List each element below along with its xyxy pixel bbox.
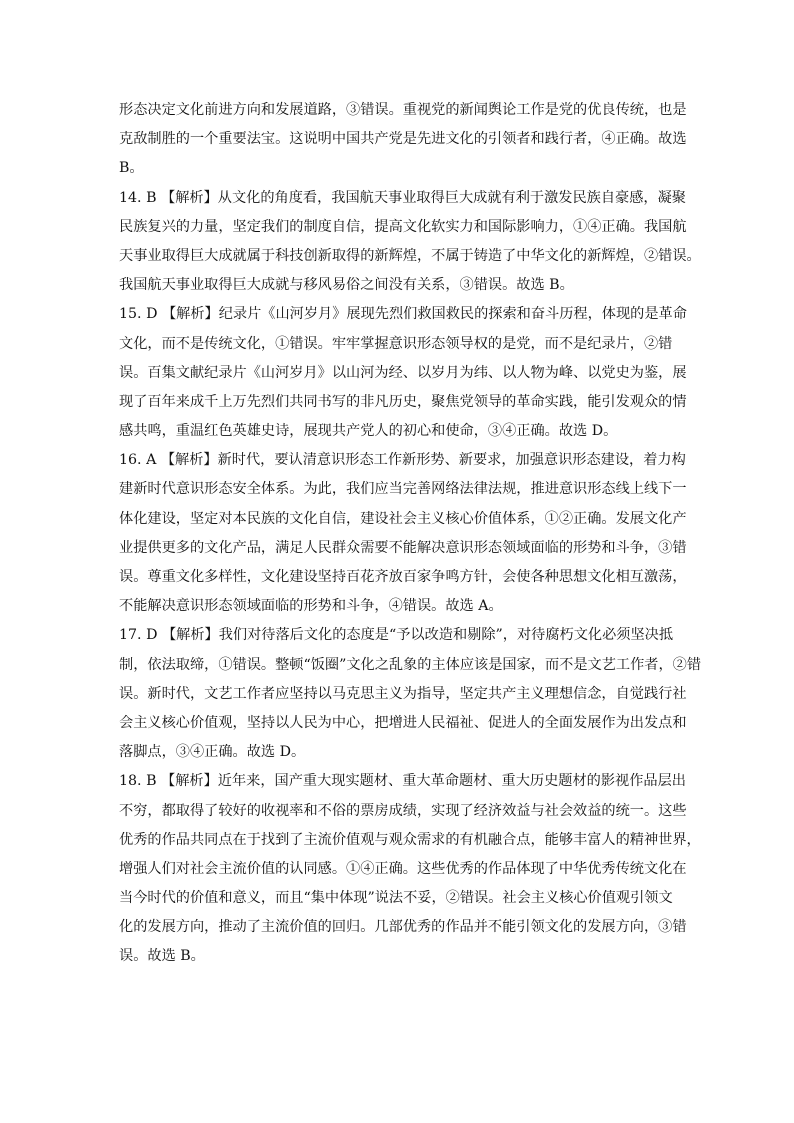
text-line: 体化建设，坚定对本民族的文化自信，建设社会主义核心价值体系，①②正确。发展文化产 [119,510,687,527]
text-line: 优秀的作品共同点在于找到了主流价值观与观众需求的有机融合点，能够丰富人的精神世界， [119,831,701,848]
text-line: 当今时代的价值和意义，而且“集中体现”说法不妥，②错误。社会主义核心价值观引领文 [119,890,673,907]
question-16-line: 16. A 【解析】新时代，要认清意识形态工作新形势、新要求，加强意识形态建设，着力构 [119,452,686,469]
text-line: 误。百集文献纪录片《山河岁月》以山河为经、以岁月为纬、以人物为峰、以党史为鉴，展 [119,364,687,381]
text-line: 克敌制胜的一个重要法宝。这说明中国共产党是先进文化的引领者和践行者，④正确。故选 [119,131,687,148]
text-line: 感共鸣，重温红色英雄史诗，展现共产党人的初心和使命，③④正确。故选 D。 [119,423,618,440]
text-line: 误。尊重文化多样性，文化建设坚持百花齐放百家争鸣方针，会使各种思想文化相互激荡， [119,569,687,585]
text-line: 业提供更多的文化产品，满足人民群众需要不能解决意识形态领域面临的形势和斗争，③错 [119,539,687,556]
text-line: 不能解决意识形态领域面临的形势和斗争，④错误。故选 A。 [119,598,503,615]
question-18-line: 18. B 【解析】近年来，国产重大现实题材、重大革命题材、重大历史题材的影视作品层出 [119,773,686,790]
question-14-line: 14. B 【解析】从文化的角度看，我国航天事业取得巨大成就有利于激发民族自豪感，凝聚 [119,189,686,206]
answer-explanation-text [119,96,702,972]
text-line: 我国航天事业取得巨大成就与移风易俗之间没有关系，③错误。故选 B。 [119,277,574,294]
text-line: 误。新时代，文艺工作者应坚持以马克思主义为指导，坚定共产主义理想信念，自觉践行社 [119,685,687,702]
text-line: 民族复兴的力量，坚定我们的制度自信，提高文化软实力和国际影响力，①④正确。我国航 [119,218,687,235]
text-line: 制，依法取缔，①错误。整顿“饭圈”文化之乱象的主体应该是国家，而不是文艺工作者，②错 [119,656,702,673]
text-line: 误。故选 B。 [119,948,205,965]
text-line: 落脚点，③④正确。故选 D。 [119,744,306,761]
text-line: 天事业取得巨大成就属于科技创新取得的新辉煌，不属于铸造了中华文化的新辉煌，②错误。 [119,247,701,264]
question-17-line: 17. D 【解析】我们对待落后文化的态度是“予以改造和剔除”，对待腐朽文化必须坚决抵 [119,627,674,644]
text-line: 不穷，都取得了较好的收视率和不俗的票房成绩，实现了经济效益与社会效益的统一。这些 [119,802,687,819]
text-line: 建新时代意识形态安全体系。为此，我们应当完善网络法律法规，推进意识形态线上线下一 [119,481,687,498]
text-line: 增强人们对社会主流价值的认同感。①④正确。这些优秀的作品体现了中华优秀传统文化在 [119,860,687,877]
text-line: 会主义核心价值观，坚持以人民为中心，把增进人民福祉、促进人的全面发展作为出发点和 [119,714,687,731]
text-line: 形态决定文化前进方向和发展道路，③错误。重视党的新闻舆论工作是党的优良传统，也是 [119,102,687,118]
question-15-line: 15. D 【解析】纪录片《山河岁月》展现先烈们救国救民的探索和奋斗历程，体现的是革命 [119,306,687,323]
text-line: 文化，而不是传统文化，①错误。牢牢掌握意识形态领导权的是党，而不是纪录片，②错 [119,335,673,352]
text-line: 现了百年来成千上万先烈们共同书写的非凡历史，聚焦党领导的革命实践，能引发观众的情 [119,393,687,410]
text-line: 化的发展方向，推动了主流价值的回归。几部优秀的作品并不能引领文化的发展方向，③错 [119,919,687,936]
text-line: B。 [119,160,144,177]
